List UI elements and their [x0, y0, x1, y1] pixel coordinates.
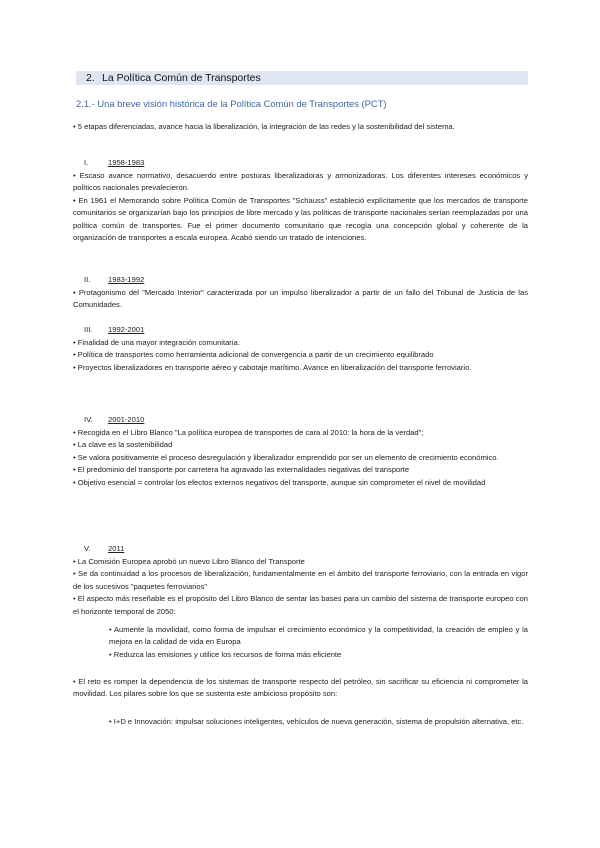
- stage-5-bullets: [73, 556, 528, 618]
- stage-1-bullets: [73, 170, 528, 244]
- stage-years: 1958-1983: [108, 158, 145, 167]
- stage-2-bullets: [73, 287, 528, 312]
- section-number: 2.: [86, 72, 95, 84]
- list-item: • I+D e Innovación: impulsar soluciones inteligentes, vehículos de nueva generación, sistema de propulsión alternativa, etc.: [109, 717, 524, 726]
- stage-heading-4: [84, 414, 524, 426]
- list-item: • Proyectos liberalizadores en transporte aéreo y cabotaje marítimo. Avance en liberalización del transporte ferroviario.: [73, 362, 472, 372]
- stage-3-bullets: [73, 337, 528, 374]
- section-heading: [76, 71, 528, 85]
- stage-heading-2: [84, 274, 524, 286]
- list-item: • Protagonismo del "Mercado Interior" caracterizada por un impulso liberalizador a partir de un fallo del Tribunal de Justicia de las Comunidades.: [73, 288, 528, 310]
- intro-text: • 5 etapas diferenciadas, avance hacia la liberalización, la integración de las redes y la sostenibilidad del sistema.: [73, 122, 455, 131]
- list-item: • Finalidad de una mayor integración comunitaria.: [73, 338, 240, 347]
- list-item: • Reduzca las emisiones y utilice los recursos de forma más eficiente: [109, 649, 342, 659]
- stage-roman: I.: [84, 158, 89, 167]
- stage-years: 1992-2001: [108, 325, 145, 334]
- stage-roman: IV.: [84, 415, 93, 424]
- section-title: La Política Común de Transportes: [102, 72, 261, 84]
- stage-roman: V.: [84, 544, 91, 553]
- stage-heading-1: [84, 157, 524, 169]
- list-item: • El aspecto más reseñable es el propósito del Libro Blanco de sentar las bases para un cambio del sistema de transporte europeo con el horizonte temporal de 2050:: [73, 594, 528, 616]
- list-item: • El predominio del transporte por carretera ha agravado las externalidades negativas del transporte: [73, 465, 410, 475]
- stage-heading-5: [84, 543, 524, 555]
- stage-roman: III.: [84, 325, 93, 334]
- subsection-title: 2.1.- Una breve visión histórica de la Política Común de Transportes (PCT): [76, 98, 387, 109]
- closing-paragraph: [73, 676, 528, 701]
- list-item: • Política de transportes como herramienta adicional de convergencia a partir de un crecimiento equilibrado: [73, 350, 434, 360]
- list-item: • Se valora positivamente el proceso desregulación y liberalizador emprendido por ser un elemento de crecimiento económico.: [73, 452, 499, 462]
- stage-5-sub-bullets: [109, 624, 528, 661]
- list-item: • Aumente la movilidad, como forma de impulsar el crecimiento económico y la competitividad, la creación de empleo y la mejora en la calidad de vida en Europa: [109, 625, 528, 647]
- list-item: • Objetivo esencial = controlar los efectos externos negativos del transporte, aunque sin comprometer el nivel de movilidad: [73, 477, 486, 487]
- list-item: • Recogida en el Libro Blanco "La política europea de transportes de cara al 2010: la hora de la verdad";: [73, 428, 424, 437]
- stage-years: 2001-2010: [108, 415, 145, 424]
- stage-4-bullets: [73, 427, 528, 489]
- stage-years: 2011: [108, 544, 125, 553]
- list-item: • Escaso avance normativo, desacuerdo entre posturas liberalizadoras y armonizadoras. Los diferentes intereses económicos y políticos nacionales prevalecieron.: [73, 171, 528, 193]
- list-item: • En 1961 el Memorando sobre Política Común de Transportes "Schauss" estableció explícitamente que los mercados de transporte comunitarios se organizarían bajo los principios de libre mercado y las políticas de transporte nacionales serían reemplazadas por una política común de transportes. Fue el primer documento comunitario que recogía una concepción global y coherente de la organización de transportes a escala europea. Acabó siendo un tratado de intenciones.: [73, 195, 528, 243]
- list-item: • La Comisión Europea aprobó un nuevo Libro Blanco del Transporte: [73, 557, 305, 566]
- list-item: • La clave es la sostenibilidad: [73, 440, 173, 450]
- list-item: • Se da continuidad a los procesos de liberalización, fundamentalmente en el ámbito del transporte ferroviario, con la entrada en vigor de los sucesivos "paquetes ferroviarios": [73, 569, 528, 591]
- intro-paragraph: [73, 121, 528, 133]
- stage-years: 1983-1992: [108, 275, 145, 284]
- closing-sub-bullets: [109, 716, 528, 728]
- stage-roman: II.: [84, 275, 91, 284]
- stage-heading-3: [84, 324, 524, 336]
- closing-text: • El reto es romper la dependencia de los sistemas de transporte respecto del petróleo, sin sacrificar su eficiencia ni comprometer la movilidad. Los pilares sobre los que se sustenta este ambicioso propósito son:: [73, 677, 528, 699]
